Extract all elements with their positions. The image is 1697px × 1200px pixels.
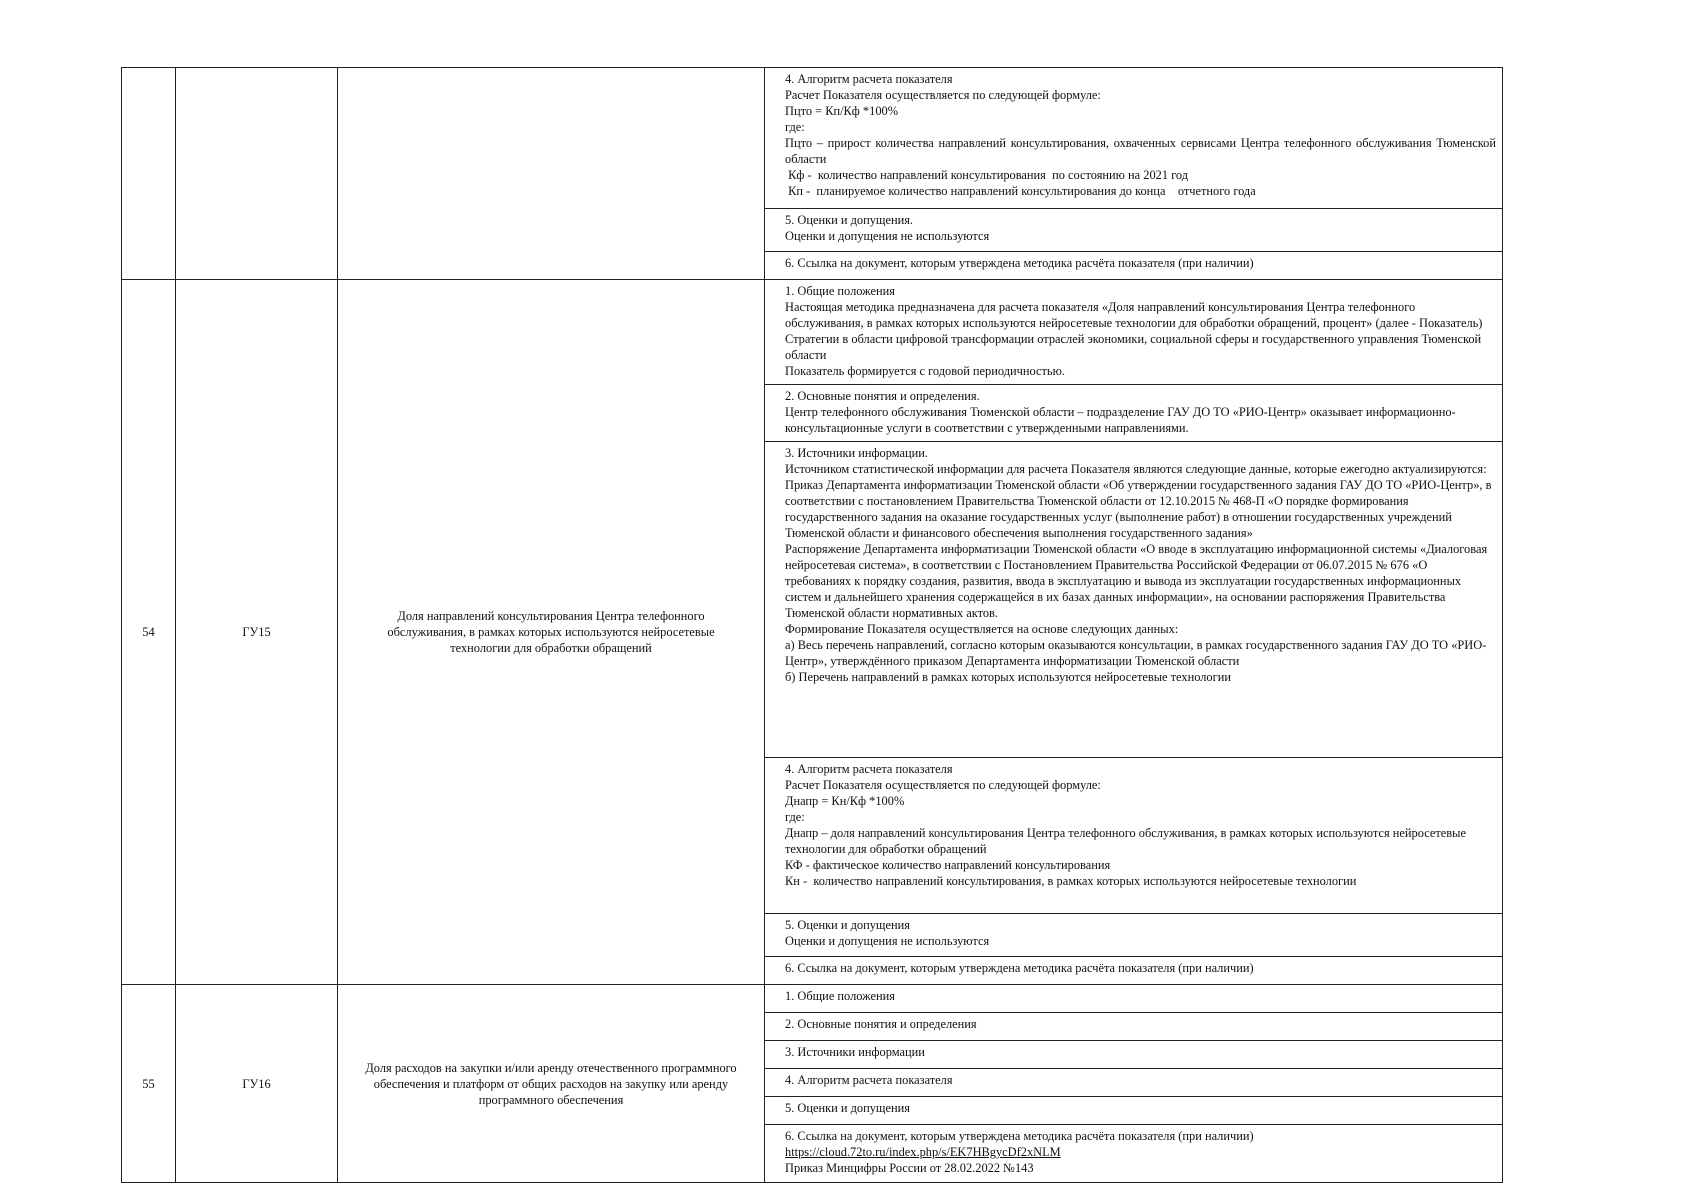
section-text: где: xyxy=(785,120,805,134)
section-text: Настоящая методика предназначена для расчета показателя «Доля направлений консультирования Центра телефонного обслуживания, в рамках которых используются нейросетевые технологии для обработки обращений, процент» (далее - Показатель) Стратегии в области цифровой трансформации отраслей экономики, социальной сферы и государственного управления Тюменской области xyxy=(785,300,1486,362)
section-algorithm xyxy=(765,1069,1503,1097)
section-text: Днапр – доля направлений консультирования Центра телефонного обслуживания, в рамках которых используются нейросетевые технологии для обработки обращений xyxy=(785,826,1470,856)
section-text: Кп - планируемое количество направлений консультирования до конца отчетного года xyxy=(785,184,1256,198)
formula: Пцто = Кп/Кф *100% xyxy=(785,104,899,118)
section-heading: 2. Основные понятия и определения. xyxy=(785,389,980,403)
section-assumptions xyxy=(765,1097,1503,1125)
indicator-name-cell xyxy=(338,68,765,280)
indicator-name-cell: Доля направлений консультирования Центра телефонного обслуживания, в рамках которых используются нейросетевые технологии для обработки обращений xyxy=(338,280,765,985)
section-text: Кн - количество направлений консультирования, в рамках которых используются нейросетевые технологии xyxy=(785,874,1357,888)
section-text: Кф - количество направлений консультирования по состоянию на 2021 год xyxy=(785,168,1189,182)
indicator-code-cell xyxy=(176,68,338,280)
section-text: КФ - фактическое количество направлений консультирования xyxy=(785,858,1111,872)
table-row xyxy=(122,68,1503,209)
section-text: Оценки и допущения не используются xyxy=(785,229,990,243)
section-definitions xyxy=(765,1013,1503,1041)
section-heading: 6. Ссылка на документ, которым утверждена методика расчёта показателя (при наличии) xyxy=(785,1129,1254,1143)
section-heading: 5. Оценки и допущения xyxy=(785,1101,910,1115)
section-sources xyxy=(765,1041,1503,1069)
section-definitions xyxy=(765,385,1503,442)
indicator-code-cell: ГУ16 xyxy=(176,985,338,1183)
section-heading: 4. Алгоритм расчета показателя xyxy=(785,1073,953,1087)
section-text: Центр телефонного обслуживания Тюменской области – подразделение ГАУ ДО ТО «РИО-Центр» оказывает информационно-консультационные услуги в соответствии с утвержденными направлениями. xyxy=(785,405,1456,435)
section-heading: 1. Общие положения xyxy=(785,284,896,298)
section-text: Формирование Показателя осуществляется на основе следующих данных: xyxy=(785,622,1179,636)
section-heading: 6. Ссылка на документ, которым утверждена методика расчёта показателя (при наличии) xyxy=(785,961,1254,975)
section-text: Расчет Показателя осуществляется по следующей формуле: xyxy=(785,778,1101,792)
section-text: б) Перечень направлений в рамках которых используются нейросетевые технологии xyxy=(785,670,1231,684)
section-text: Распоряжение Департамента информатизации Тюменской области «О вводе в эксплуатацию информационной системы «Диалоговая нейросетевая система», в соответствии с Постановлением Правительства Российской Федерации от 06.07.2015 № 676 «О требованиях к порядку создания, развития, ввода в эксплуатацию и вывода из эксплуатации государственных информационных систем и дальнейшего хранения содержащейся в их базах данных информации», на основании распоряжения Правительства Тюменской области нормативных актов. xyxy=(785,542,1491,620)
section-sources xyxy=(765,442,1503,758)
section-text: Приказ Департамента информатизации Тюменской области «Об утверждении государственного задания ГАУ ДО ТО «РИО-Центр», в соответствии с постановлением Правительства Тюменской области от 12.10.2015 № 468-П «О порядке формирования государственного задания на оказание государственных услуг (выполнение работ) в отношении государственных учреждений Тюменской области и финансового обеспечения выполнения государственного задания» xyxy=(785,478,1495,540)
section-algorithm xyxy=(765,758,1503,914)
section-heading: 1. Общие положения xyxy=(785,989,896,1003)
section-text: Показатель формируется с годовой периодичностью. xyxy=(785,364,1065,378)
section-heading: 3. Источники информации xyxy=(785,1045,925,1059)
methodology-table xyxy=(121,67,1503,1183)
table-row xyxy=(122,985,1503,1013)
table-row xyxy=(122,280,1503,385)
formula: Днапр = Кн/Кф *100% xyxy=(785,794,905,808)
section-assumptions xyxy=(765,914,1503,957)
section-text: где: xyxy=(785,810,805,824)
section-reference xyxy=(765,252,1503,280)
section-algorithm xyxy=(765,68,1503,209)
section-heading: 3. Источники информации. xyxy=(785,446,928,460)
section-heading: 5. Оценки и допущения. xyxy=(785,213,914,227)
section-reference xyxy=(765,1125,1503,1183)
row-number-cell: 55 xyxy=(122,985,176,1183)
section-heading: 4. Алгоритм расчета показателя xyxy=(785,762,953,776)
row-number-cell xyxy=(122,68,176,280)
section-heading: 2. Основные понятия и определения xyxy=(785,1017,977,1031)
section-general xyxy=(765,985,1503,1013)
section-reference xyxy=(765,957,1503,985)
section-text: Пцто – прирост количества направлений консультирования, охваченных сервисами Центра телефонного обслуживания Тюменской области xyxy=(785,136,1500,166)
row-number-cell: 54 xyxy=(122,280,176,985)
section-general xyxy=(765,280,1503,385)
indicator-code-cell: ГУ15 xyxy=(176,280,338,985)
section-assumptions xyxy=(765,209,1503,252)
section-text: Оценки и допущения не используются xyxy=(785,934,990,948)
section-heading: 5. Оценки и допущения xyxy=(785,918,910,932)
section-heading: 6. Ссылка на документ, которым утверждена методика расчёта показателя (при наличии) xyxy=(785,256,1254,270)
section-text: Расчет Показателя осуществляется по следующей формуле: xyxy=(785,88,1101,102)
section-text: а) Весь перечень направлений, согласно которым оказываются консультации, в рамках государственного задания ГАУ ДО ТО «РИО-Центр», утверждённого приказом Департамента информатизации Тюменской области xyxy=(785,638,1487,668)
section-text: Приказ Минцифры России от 28.02.2022 №143 xyxy=(785,1161,1034,1175)
document-link[interactable]: https://cloud.72to.ru/index.php/s/EK7HBgycDf2xNLM xyxy=(785,1145,1061,1159)
section-text: Источником статистической информации для расчета Показателя являются следующие данные, которые ежегодно актуализируются: xyxy=(785,462,1487,476)
indicator-name-cell: Доля расходов на закупки и/или аренду отечественного программного обеспечения и платформ от общих расходов на закупку или аренду программного обеспечения xyxy=(338,985,765,1183)
section-heading: 4. Алгоритм расчета показателя xyxy=(785,72,953,86)
